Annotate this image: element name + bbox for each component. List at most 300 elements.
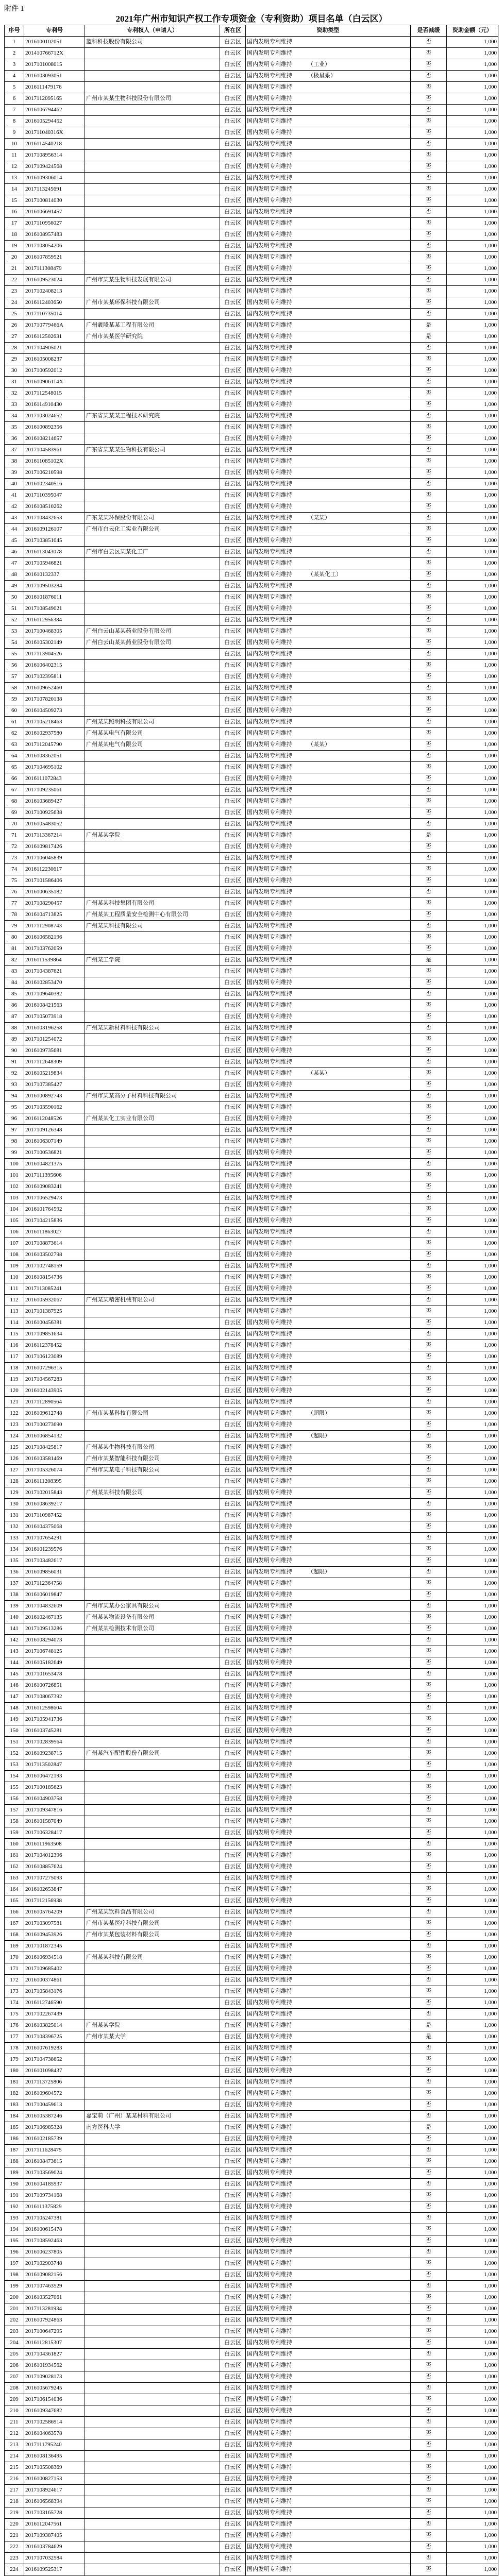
patent-number: 2017110987452	[24, 1510, 85, 1521]
funding-amount: 1,000	[447, 1748, 498, 1759]
patent-owner: 广州市某某高分子材料科技有限公司	[85, 1091, 220, 1102]
row-number: 158	[5, 1816, 24, 1827]
funding-amount: 1,000	[447, 1544, 498, 1555]
row-number: 4	[5, 71, 24, 82]
funding-type	[246, 1351, 411, 1363]
funding-type	[246, 1374, 411, 1385]
patent-number: 2016101587049	[24, 1816, 85, 1827]
table-row	[5, 1283, 498, 1295]
mitigation-flag: 否	[411, 1499, 447, 1510]
mitigation-flag: 否	[411, 1136, 447, 1147]
funding-amount: 1,000	[447, 649, 498, 660]
district: 白云区	[220, 977, 246, 989]
header-cell: 专利权人（申请人）	[85, 25, 220, 37]
funding-type	[246, 739, 411, 751]
patent-owner	[85, 1249, 220, 1261]
funding-type	[246, 705, 411, 717]
funding-type-label: 国内发明专利维持	[247, 798, 292, 804]
row-number: 72	[5, 841, 24, 853]
table-row	[5, 603, 498, 615]
table-row	[5, 1895, 498, 1907]
patent-owner	[85, 2530, 220, 2541]
patent-owner	[85, 841, 220, 853]
row-number: 39	[5, 467, 24, 479]
funding-type	[246, 558, 411, 569]
funding-amount: 1,000	[447, 1759, 498, 1771]
patent-owner: 广州市某某办公家具有限公司	[85, 1601, 220, 1612]
table-row	[5, 819, 498, 830]
mitigation-flag: 否	[411, 581, 447, 592]
patent-number: 2017103851045	[24, 535, 85, 547]
patent-owner	[85, 977, 220, 989]
patent-owner	[85, 2292, 220, 2303]
funding-type-label: 国内发明专利维持	[247, 401, 292, 408]
patent-number: 2017108549021	[24, 603, 85, 615]
funding-type	[246, 1725, 411, 1737]
funding-type-label: 国内发明专利维持	[247, 50, 292, 56]
patent-owner	[85, 875, 220, 887]
district: 白云区	[220, 1147, 246, 1159]
funding-type-label: 国内发明专利维持	[247, 1274, 292, 1280]
funding-type-label: 国内发明专利维持	[247, 1081, 292, 1088]
funding-type-label: 国内发明专利维持	[247, 719, 292, 725]
district: 白云区	[220, 2439, 246, 2451]
patent-owner	[85, 1011, 220, 1023]
funding-type	[246, 82, 411, 93]
mitigation-flag: 是	[411, 320, 447, 331]
patent-number: 2017113725806	[24, 2077, 85, 2088]
patent-number: 2016108857624	[24, 1861, 85, 1873]
table-row	[5, 1589, 498, 1601]
funding-type	[246, 2541, 411, 2553]
district: 白云区	[220, 1057, 246, 1068]
funding-amount: 1,000	[447, 1363, 498, 1374]
patent-number: 2017106154036	[24, 2394, 85, 2405]
mitigation-flag: 否	[411, 2496, 447, 2507]
row-number: 144	[5, 1657, 24, 1669]
funding-type-label: 国内发明专利维持	[247, 1682, 292, 1688]
patent-owner	[85, 1941, 220, 1952]
funding-type-label: 国内发明专利维持	[247, 1512, 292, 1518]
table-row	[5, 82, 498, 93]
patent-owner	[85, 2462, 220, 2473]
district: 白云区	[220, 37, 246, 48]
patent-number: 2017102408213	[24, 286, 85, 297]
table-row	[5, 1748, 498, 1759]
mitigation-flag: 否	[411, 411, 447, 422]
district: 白云区	[220, 2564, 246, 2575]
funding-amount: 1,000	[447, 1703, 498, 1714]
district: 白云区	[220, 875, 246, 887]
district: 白云区	[220, 1011, 246, 1023]
district: 白云区	[220, 2473, 246, 2485]
row-number: 27	[5, 331, 24, 343]
district: 白云区	[220, 422, 246, 433]
patent-number: 2016109306014	[24, 173, 85, 184]
row-number: 109	[5, 1261, 24, 1272]
funding-amount: 1,000	[447, 1306, 498, 1317]
table-row	[5, 1204, 498, 1215]
mitigation-flag: 否	[411, 365, 447, 377]
patent-owner	[85, 1646, 220, 1657]
funding-amount: 1,000	[447, 1272, 498, 1283]
funding-type	[246, 1861, 411, 1873]
patent-number: 2017109347816	[24, 1805, 85, 1816]
patent-owner	[85, 1125, 220, 1136]
row-number: 147	[5, 1691, 24, 1703]
funding-amount: 1,000	[447, 1351, 498, 1363]
mitigation-flag: 否	[411, 1782, 447, 1793]
patent-number: 2016102467135	[24, 1612, 85, 1623]
patent-owner: 南方医科大学	[85, 2122, 220, 2133]
table-row	[5, 637, 498, 649]
district: 白云区	[220, 1113, 246, 1125]
table-row	[5, 1929, 498, 1941]
patent-owner	[85, 2303, 220, 2315]
table-row	[5, 1646, 498, 1657]
patent-owner	[85, 943, 220, 955]
patent-number: 2017105326074	[24, 1465, 85, 1476]
funding-type	[246, 1839, 411, 1850]
funding-type-label: 国内发明专利维持	[247, 537, 292, 544]
funding-amount: 1,000	[447, 365, 498, 377]
funding-amount: 1,000	[447, 1397, 498, 1408]
funding-amount: 1,000	[447, 1227, 498, 1238]
district: 白云区	[220, 48, 246, 59]
patent-number: 2017100592012	[24, 365, 85, 377]
patent-number: 2017103482617	[24, 1555, 85, 1567]
patent-number: 2017106529473	[24, 1193, 85, 1204]
patent-number: 2017107654291	[24, 1533, 85, 1544]
table-row	[5, 1068, 498, 1079]
patent-owner	[85, 2145, 220, 2156]
row-number: 116	[5, 1340, 24, 1351]
patent-owner	[85, 1737, 220, 1748]
funding-type	[246, 909, 411, 921]
patent-number: 2016111479176	[24, 82, 85, 93]
district: 白云区	[220, 2213, 246, 2224]
mitigation-flag: 否	[411, 1657, 447, 1669]
patent-number: 2017104215836	[24, 1215, 85, 1227]
funding-type	[246, 581, 411, 592]
funding-type-label: 国内发明专利维持	[247, 2260, 292, 2266]
funding-amount: 1,000	[447, 785, 498, 796]
district: 白云区	[220, 739, 246, 751]
funding-type-label: 国内发明专利维持	[247, 832, 292, 838]
patent-number: 2017109734168	[24, 2190, 85, 2201]
district: 白云区	[220, 1068, 246, 1079]
funding-type-label: 国内发明专利维持	[247, 2510, 292, 2516]
funding-type-label: 国内发明专利维持	[247, 911, 292, 918]
funding-amount: 1,000	[447, 1589, 498, 1601]
patent-owner: 广东省某某某工程技术研究院	[85, 411, 220, 422]
table-row	[5, 1952, 498, 1963]
table-row	[5, 252, 498, 263]
district: 白云区	[220, 399, 246, 411]
table-row	[5, 2179, 498, 2190]
table-row	[5, 830, 498, 841]
row-number: 102	[5, 1181, 24, 1193]
table-row	[5, 1941, 498, 1952]
table-row	[5, 660, 498, 671]
funding-type-label: 国内发明专利维持	[247, 741, 292, 748]
mitigation-flag: 否	[411, 841, 447, 853]
district: 白云区	[220, 2326, 246, 2337]
funding-type	[246, 184, 411, 195]
patent-number: 2016101764592	[24, 1204, 85, 1215]
district: 白云区	[220, 524, 246, 535]
patent-owner: 嘉宝莉（广州）某某材料有限公司	[85, 2111, 220, 2122]
district: 白云区	[220, 1941, 246, 1952]
patent-owner	[85, 2428, 220, 2439]
district: 白云区	[220, 2020, 246, 2031]
funding-amount: 1,000	[447, 1034, 498, 1045]
funding-amount: 1,000	[447, 2473, 498, 2485]
funding-type-label: 国内发明专利维持	[247, 1988, 292, 1994]
row-number: 170	[5, 1952, 24, 1963]
funding-type-label: 国内发明专利维持	[247, 1455, 292, 1462]
row-number: 13	[5, 173, 24, 184]
district: 白云区	[220, 218, 246, 229]
patent-number: 2017108396725	[24, 2031, 85, 2043]
funding-type	[246, 105, 411, 116]
mitigation-flag: 否	[411, 1057, 447, 1068]
patent-owner	[85, 2337, 220, 2349]
patent-owner	[85, 649, 220, 660]
patent-owner	[85, 705, 220, 717]
table-row	[5, 2371, 498, 2383]
funding-type-label: 国内发明专利维持	[247, 2328, 292, 2334]
funding-amount: 1,000	[447, 2111, 498, 2122]
table-row	[5, 1907, 498, 1918]
row-number: 146	[5, 1680, 24, 1691]
funding-type	[246, 649, 411, 660]
patent-owner	[85, 1805, 220, 1816]
patent-owner	[85, 1839, 220, 1850]
mitigation-flag: 否	[411, 1771, 447, 1782]
patent-owner	[85, 456, 220, 467]
funding-type	[246, 1193, 411, 1204]
funding-amount: 1,000	[447, 1510, 498, 1521]
row-number: 192	[5, 2201, 24, 2213]
mitigation-flag: 否	[411, 558, 447, 569]
funding-amount: 1,000	[447, 1782, 498, 1793]
mitigation-flag: 否	[411, 1533, 447, 1544]
funding-amount: 1,000	[447, 1408, 498, 1419]
funding-amount: 1,000	[447, 524, 498, 535]
district: 白云区	[220, 819, 246, 830]
row-number: 3	[5, 59, 24, 71]
table-row	[5, 207, 498, 218]
funding-type-label: 国内发明专利维持	[247, 1308, 292, 1314]
row-number: 1	[5, 37, 24, 48]
patent-owner: 广州市某某包装材料有限公司	[85, 1929, 220, 1941]
row-number: 93	[5, 1079, 24, 1091]
funding-amount: 1,000	[447, 1193, 498, 1204]
patent-number: 2017101387925	[24, 1306, 85, 1317]
patent-owner: 广州市某某生物科技股份有限公司	[85, 93, 220, 105]
patent-owner	[85, 229, 220, 241]
funding-type	[246, 2451, 411, 2462]
district: 白云区	[220, 671, 246, 683]
table-row	[5, 467, 498, 479]
row-number: 60	[5, 705, 24, 717]
row-number: 127	[5, 1465, 24, 1476]
district: 白云区	[220, 1363, 246, 1374]
patent-number: 2016106402315	[24, 660, 85, 671]
funding-type	[246, 1544, 411, 1555]
funding-type	[246, 2258, 411, 2269]
table-row	[5, 2496, 498, 2507]
funding-amount: 1,000	[447, 1805, 498, 1816]
district: 白云区	[220, 2485, 246, 2496]
funding-type	[246, 207, 411, 218]
funding-amount: 1,000	[447, 2133, 498, 2145]
funding-amount: 1,000	[447, 1635, 498, 1646]
district: 白云区	[220, 1963, 246, 1975]
table-row	[5, 785, 498, 796]
funding-amount: 1,000	[447, 1181, 498, 1193]
funding-type-label: 国内发明专利维持	[247, 1886, 292, 1892]
funding-type	[246, 1918, 411, 1929]
mitigation-flag: 否	[411, 286, 447, 297]
row-number: 130	[5, 1499, 24, 1510]
mitigation-flag: 否	[411, 2326, 447, 2337]
funding-type-label: 国内发明专利维持	[247, 1036, 292, 1042]
table-row	[5, 2530, 498, 2541]
row-number: 199	[5, 2281, 24, 2292]
funding-type-label: 国内发明专利维持	[247, 1331, 292, 1337]
table-row	[5, 1963, 498, 1975]
mitigation-flag: 否	[411, 445, 447, 456]
funding-type-note: （工业）	[308, 61, 330, 67]
funding-type-label: 国内发明专利维持	[247, 2442, 292, 2448]
table-row	[5, 547, 498, 558]
patent-owner	[85, 819, 220, 830]
row-number: 145	[5, 1669, 24, 1680]
district: 白云区	[220, 1907, 246, 1918]
district: 白云区	[220, 207, 246, 218]
row-number: 197	[5, 2258, 24, 2269]
patent-owner: 广州某某科技有限公司	[85, 921, 220, 932]
row-number: 126	[5, 1453, 24, 1465]
mitigation-flag: 否	[411, 1363, 447, 1374]
patent-number: 2016104375068	[24, 1521, 85, 1533]
funding-amount: 1,000	[447, 603, 498, 615]
patent-owner	[85, 1782, 220, 1793]
funding-type	[246, 1057, 411, 1068]
district: 白云区	[220, 909, 246, 921]
funding-amount: 1,000	[447, 705, 498, 717]
patent-number: 2017112890564	[24, 1397, 85, 1408]
patent-owner	[85, 853, 220, 864]
district: 白云区	[220, 2462, 246, 2473]
funding-amount: 1,000	[447, 2281, 498, 2292]
row-number: 148	[5, 1703, 24, 1714]
funding-type-label: 国内发明专利维持	[247, 1399, 292, 1405]
row-number: 124	[5, 1431, 24, 1442]
patent-number: 2017100468305	[24, 626, 85, 637]
mitigation-flag: 否	[411, 343, 447, 354]
funding-type	[246, 1431, 411, 1442]
patent-number: 2017100536821	[24, 1147, 85, 1159]
mitigation-flag: 否	[411, 2077, 447, 2088]
funding-amount: 1,000	[447, 547, 498, 558]
funding-amount: 1,000	[447, 1918, 498, 1929]
table-row	[5, 2009, 498, 2020]
row-number: 216	[5, 2473, 24, 2485]
row-number: 224	[5, 2564, 24, 2575]
document-title: 2021年广州市知识产权工作专项资金（专利资助）项目名单（白云区）	[115, 14, 388, 24]
patent-number: 2017112548015	[24, 388, 85, 399]
patent-owner	[85, 1045, 220, 1057]
funding-amount: 1,000	[447, 569, 498, 581]
funding-amount: 1,000	[447, 1884, 498, 1895]
funding-type	[246, 1136, 411, 1147]
row-number: 189	[5, 2167, 24, 2179]
patent-number: 2016106854132	[24, 1431, 85, 1442]
patent-owner: 广州市某某医学研究院	[85, 331, 220, 343]
row-number: 104	[5, 1204, 24, 1215]
row-number: 198	[5, 2269, 24, 2281]
patent-owner: 广东省某某某生物科技有限公司	[85, 445, 220, 456]
funding-type-label: 国内发明专利维持	[247, 855, 292, 861]
funding-type	[246, 1748, 411, 1759]
mitigation-flag: 否	[411, 388, 447, 399]
funding-amount: 1,000	[447, 841, 498, 853]
mitigation-flag: 否	[411, 1068, 447, 1079]
row-number: 78	[5, 909, 24, 921]
row-number: 55	[5, 649, 24, 660]
mitigation-flag: 否	[411, 649, 447, 660]
mitigation-flag: 否	[411, 2428, 447, 2439]
funding-type	[246, 2394, 411, 2405]
patent-owner	[85, 2269, 220, 2281]
table-row	[5, 581, 498, 592]
patent-number: 2016108154736	[24, 1272, 85, 1283]
patent-owner: 广州市某某医疗科技有限公司	[85, 1918, 220, 1929]
funding-type	[246, 728, 411, 739]
funding-type-label: 国内发明专利维持	[247, 991, 292, 997]
funding-amount: 1,000	[447, 1725, 498, 1737]
funding-type	[246, 841, 411, 853]
row-number: 10	[5, 139, 24, 150]
district: 白云区	[220, 1204, 246, 1215]
funding-amount: 1,000	[447, 909, 498, 921]
funding-table	[4, 25, 498, 2576]
funding-amount: 1,000	[447, 1521, 498, 1533]
patent-number: 2017100814030	[24, 195, 85, 207]
patent-number: 2017106985328	[24, 2122, 85, 2133]
patent-owner: 广东某某环保股份有限公司	[85, 513, 220, 524]
patent-owner	[85, 796, 220, 807]
funding-amount: 1,000	[447, 2553, 498, 2564]
mitigation-flag: 否	[411, 2167, 447, 2179]
row-number: 88	[5, 1023, 24, 1034]
row-number: 15	[5, 195, 24, 207]
funding-type-label: 国内发明专利维持	[247, 1217, 292, 1224]
row-number: 14	[5, 184, 24, 195]
patent-owner: 广州某某电气有限公司	[85, 728, 220, 739]
patent-owner: 广州市某某大学	[85, 2031, 220, 2043]
funding-type	[246, 2201, 411, 2213]
patent-owner	[85, 48, 220, 59]
funding-amount: 1,000	[447, 1261, 498, 1272]
row-number: 114	[5, 1317, 24, 1329]
funding-amount: 1,000	[447, 1975, 498, 1986]
funding-type-label: 国内发明专利维持	[247, 197, 292, 204]
district: 白云区	[220, 354, 246, 365]
